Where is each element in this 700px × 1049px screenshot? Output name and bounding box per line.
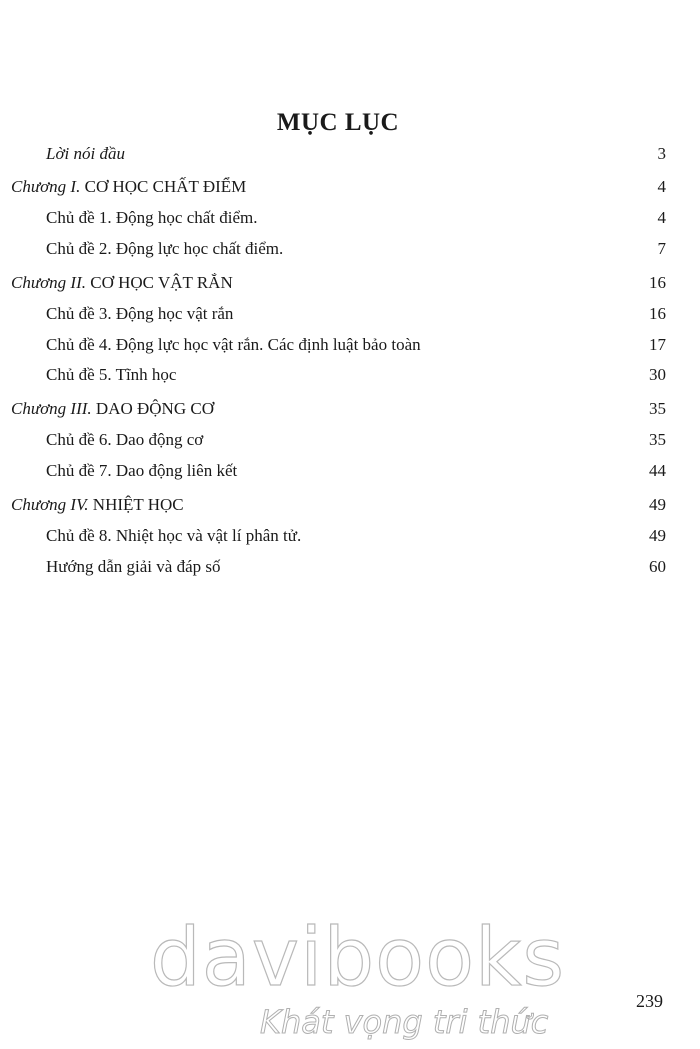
toc-entry-page: 30	[649, 365, 666, 384]
chapter-prefix: Chương I.	[11, 177, 81, 196]
chapter-prefix: Chương III.	[11, 399, 92, 418]
toc-entry-topic-1[interactable]	[0, 204, 700, 234]
toc-entry-chapter-1[interactable]	[0, 173, 700, 203]
chapter-title: CƠ HỌC VẬT RẮN	[90, 273, 233, 292]
watermark	[150, 911, 570, 1048]
toc-entry-topic-2[interactable]	[0, 235, 700, 265]
chapter-prefix: Chương IV.	[11, 495, 89, 514]
page-number: 239	[636, 991, 663, 1011]
toc-entry-label: Chủ đề 6. Dao động cơ	[46, 430, 204, 449]
toc-entry-label: Chủ đề 3. Động học vật rắn	[46, 304, 234, 323]
toc-entry-page: 49	[649, 526, 666, 545]
toc-entry-page: 44	[649, 461, 666, 480]
toc-entry-page: 7	[657, 239, 666, 258]
toc-entry-label	[11, 177, 246, 197]
toc-entry-label	[11, 495, 184, 515]
toc-entry-topic-8[interactable]	[0, 522, 700, 552]
toc-entry-label: Chủ đề 8. Nhiệt học và vật lí phân tử.	[46, 526, 302, 545]
chapter-prefix: Chương II.	[11, 273, 87, 292]
toc-entry-page: 35	[649, 430, 666, 449]
toc-entry-page: 35	[649, 399, 666, 418]
toc-entry-page: 60	[649, 557, 666, 576]
toc-entry-page: 16	[649, 273, 666, 292]
toc-entry-topic-3[interactable]	[0, 300, 700, 330]
toc-entry-chapter-2[interactable]	[0, 269, 700, 299]
toc-entry-label: Chủ đề 5. Tĩnh học	[46, 365, 177, 384]
toc-entry-guide[interactable]	[0, 553, 700, 583]
chapter-title: CƠ HỌC CHẤT ĐIỂM	[84, 177, 247, 196]
toc-entry-chapter-3[interactable]	[0, 395, 700, 425]
toc-entry-label: Chủ đề 4. Động lực học vật rắn. Các định luật bảo toàn	[46, 335, 421, 354]
toc-entry-label	[11, 273, 233, 293]
toc-entry-page: 4	[657, 177, 666, 196]
toc-entry-topic-5[interactable]	[0, 361, 700, 391]
toc-entry-topic-6[interactable]	[0, 426, 700, 456]
chapter-title: NHIỆT HỌC	[92, 495, 184, 514]
chapter-title: DAO ĐỘNG CƠ	[95, 399, 214, 418]
toc-entry-page: 49	[649, 495, 666, 514]
toc-entry-topic-4[interactable]	[0, 331, 700, 361]
toc-entry-label: Chủ đề 1. Động học chất điểm.	[46, 208, 258, 227]
toc-entry-label: Hướng dẫn giải và đáp số	[46, 557, 221, 576]
watermark-slogan: Khát vọng tri thức	[260, 1003, 549, 1041]
toc-entry-label: Chủ đề 2. Động lực học chất điểm.	[46, 239, 284, 258]
toc-entry-label	[11, 399, 214, 419]
toc-entry-page: 17	[649, 335, 666, 354]
page-title: MỤC LỤC	[276, 108, 400, 136]
toc-entry-topic-7[interactable]	[0, 457, 700, 487]
toc-entry-intro[interactable]	[0, 140, 700, 170]
toc-entry-label: Lời nói đầu	[46, 144, 125, 163]
toc-entry-label: Chủ đề 7. Dao động liên kết	[46, 461, 238, 480]
toc-entry-page: 3	[657, 144, 666, 163]
toc-entry-chapter-4[interactable]	[0, 491, 700, 521]
toc-entry-page: 16	[649, 304, 666, 323]
watermark-brand: davibooks	[150, 911, 566, 1004]
toc-entry-page: 4	[657, 208, 666, 227]
